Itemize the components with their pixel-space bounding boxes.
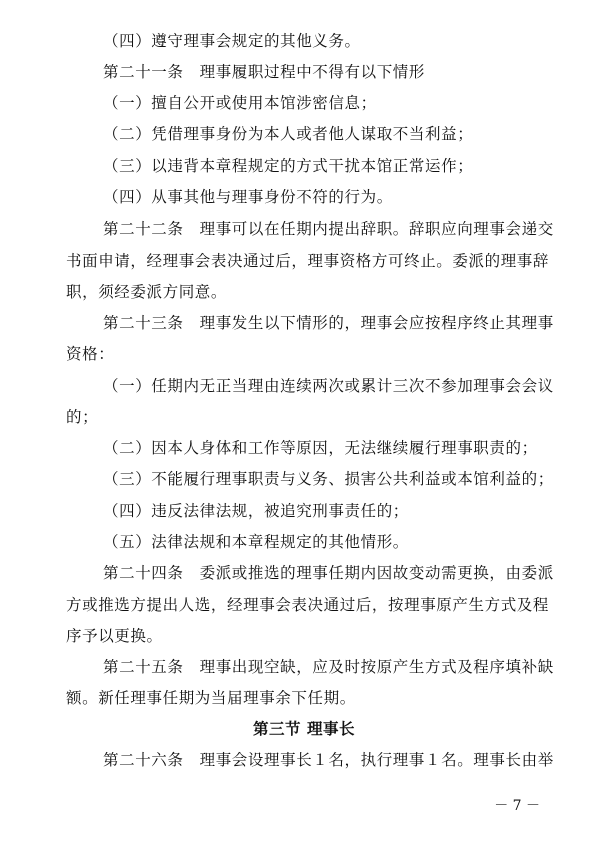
text-line: （二）凭借理事身份为本人或者他人谋取不当利益； <box>103 125 474 143</box>
text-line: 职，须经委派方同意。 <box>66 283 228 301</box>
text-line: （四）从事其他与理事身份不符的行为。 <box>103 188 393 206</box>
text-line: 第二十四条 委派或推选的理事任期内因故变动需更换，由委派 <box>103 564 554 582</box>
text-line: （三）以违背本章程规定的方式干扰本馆正常运作； <box>103 157 474 175</box>
text-line: 第二十一条 理事履职过程中不得有以下情形 <box>103 63 426 81</box>
text-line: 额。新任理事任期为当届理事余下任期。 <box>66 689 356 707</box>
text-line: （一）擅自公开或使用本馆涉密信息； <box>103 94 377 112</box>
text-line: （五）法律法规和本章程规定的其他情形。 <box>103 533 409 551</box>
text-line: 第二十二条 理事可以在任期内提出辞职。辞职应向理事会递交 <box>103 220 554 238</box>
text-line: 第二十六条 理事会设理事长１名，执行理事１名。理事长由举 <box>103 751 554 769</box>
text-line: 第二十五条 理事出现空缺，应及时按原产生方式及程序填补缺 <box>103 658 554 676</box>
text-line: （四）违反法律法规，被追究刑事责任的； <box>103 502 409 520</box>
text-line: （二）因本人身体和工作等原因，无法继续履行理事职责的； <box>103 439 538 457</box>
text-line: 书面申请，经理事会表决通过后，理事资格方可终止。委派的理事辞 <box>66 252 550 270</box>
text-line: 第二十三条 理事发生以下情形的，理事会应按程序终止其理事 <box>103 314 554 332</box>
page-number: － 7 － <box>494 798 540 814</box>
text-line: （四）遵守理事会规定的其他义务。 <box>103 32 361 50</box>
text-line: （一）任期内无正当理由连续两次或累计三次不参加理事会会议 <box>103 377 554 395</box>
text-line: 序予以更换。 <box>66 627 163 645</box>
text-line: 方或推选方提出人选，经理事会表决通过后，按理事原产生方式及程 <box>66 596 550 614</box>
section-title: 第三节 理事长 <box>253 720 355 738</box>
text-line: 的； <box>66 408 99 426</box>
text-line: （三）不能履行理事职责与义务、损害公共利益或本馆利益的； <box>103 470 554 488</box>
text-line: 资格： <box>66 345 115 363</box>
